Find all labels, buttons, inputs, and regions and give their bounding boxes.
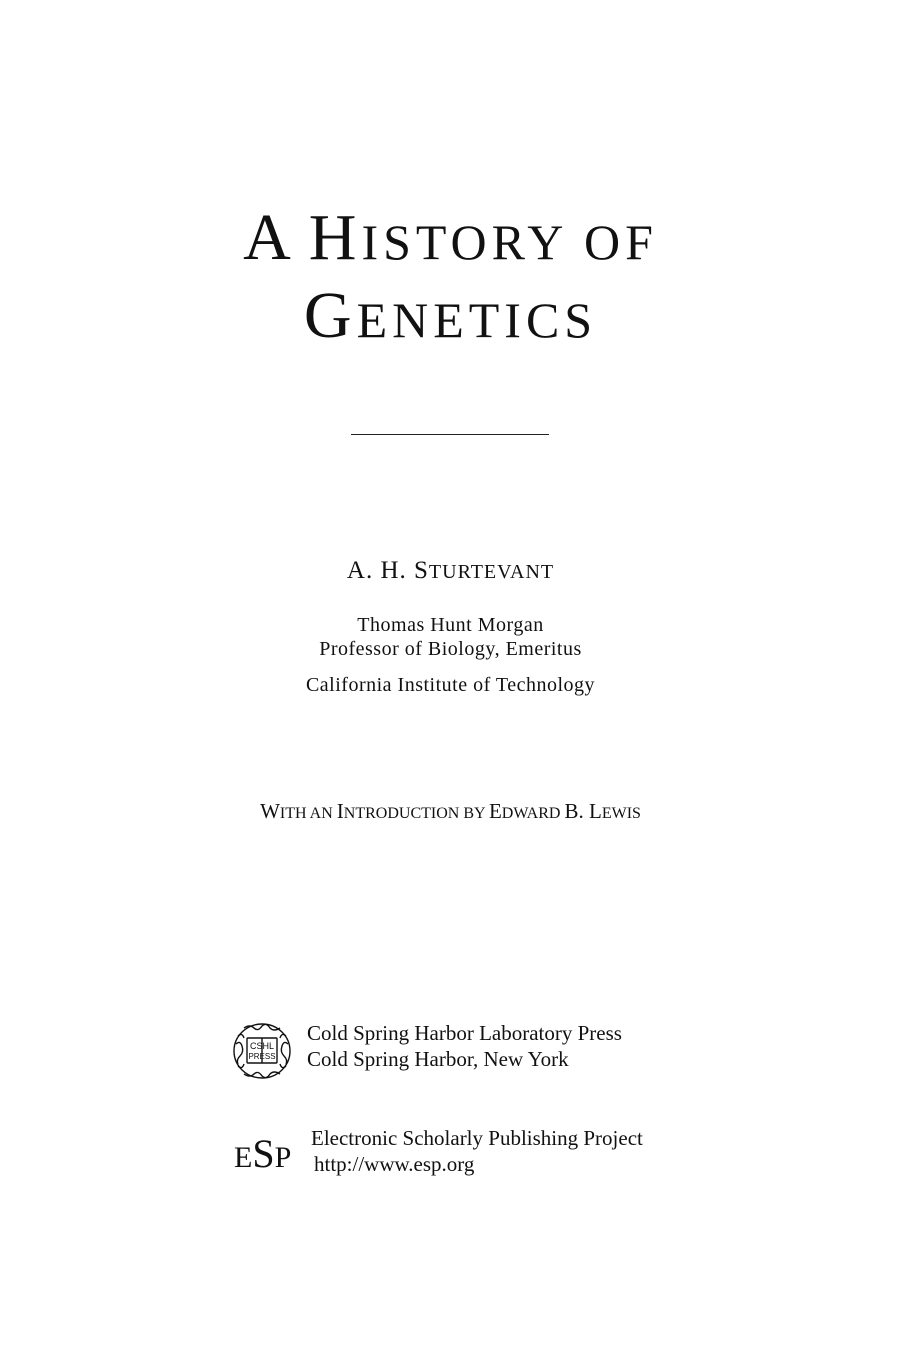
svg-text:PRESS: PRESS bbox=[248, 1052, 276, 1061]
cshl-publisher-location: Cold Spring Harbor, New York bbox=[307, 1047, 569, 1071]
svg-text:CSHL: CSHL bbox=[249, 1041, 275, 1051]
cshl-publisher-name: Cold Spring Harbor Laboratory Press bbox=[307, 1021, 622, 1045]
esp-publisher-name: Electronic Scholarly Publishing Project bbox=[311, 1126, 643, 1150]
book-title-line-1: A HISTORY OF bbox=[243, 201, 658, 274]
cshl-press-logo-icon bbox=[230, 1020, 294, 1082]
introduction-credit: WITH AN INTRODUCTION BY EDWARD B. LEWIS bbox=[260, 799, 641, 823]
esp-logo-icon: ESP bbox=[234, 1131, 292, 1176]
author-affiliation-title: Professor of Biology, Emeritus bbox=[319, 638, 582, 660]
esp-website-link[interactable]: http://www.esp.org bbox=[314, 1152, 475, 1176]
author-name: A. H. STURTEVANT bbox=[346, 557, 555, 584]
title-divider bbox=[351, 434, 549, 435]
author-affiliation-chair: Thomas Hunt Morgan bbox=[357, 614, 544, 636]
book-title-line-2: GENETICS bbox=[303, 279, 598, 352]
author-affiliation-institution: California Institute of Technology bbox=[305, 674, 596, 696]
